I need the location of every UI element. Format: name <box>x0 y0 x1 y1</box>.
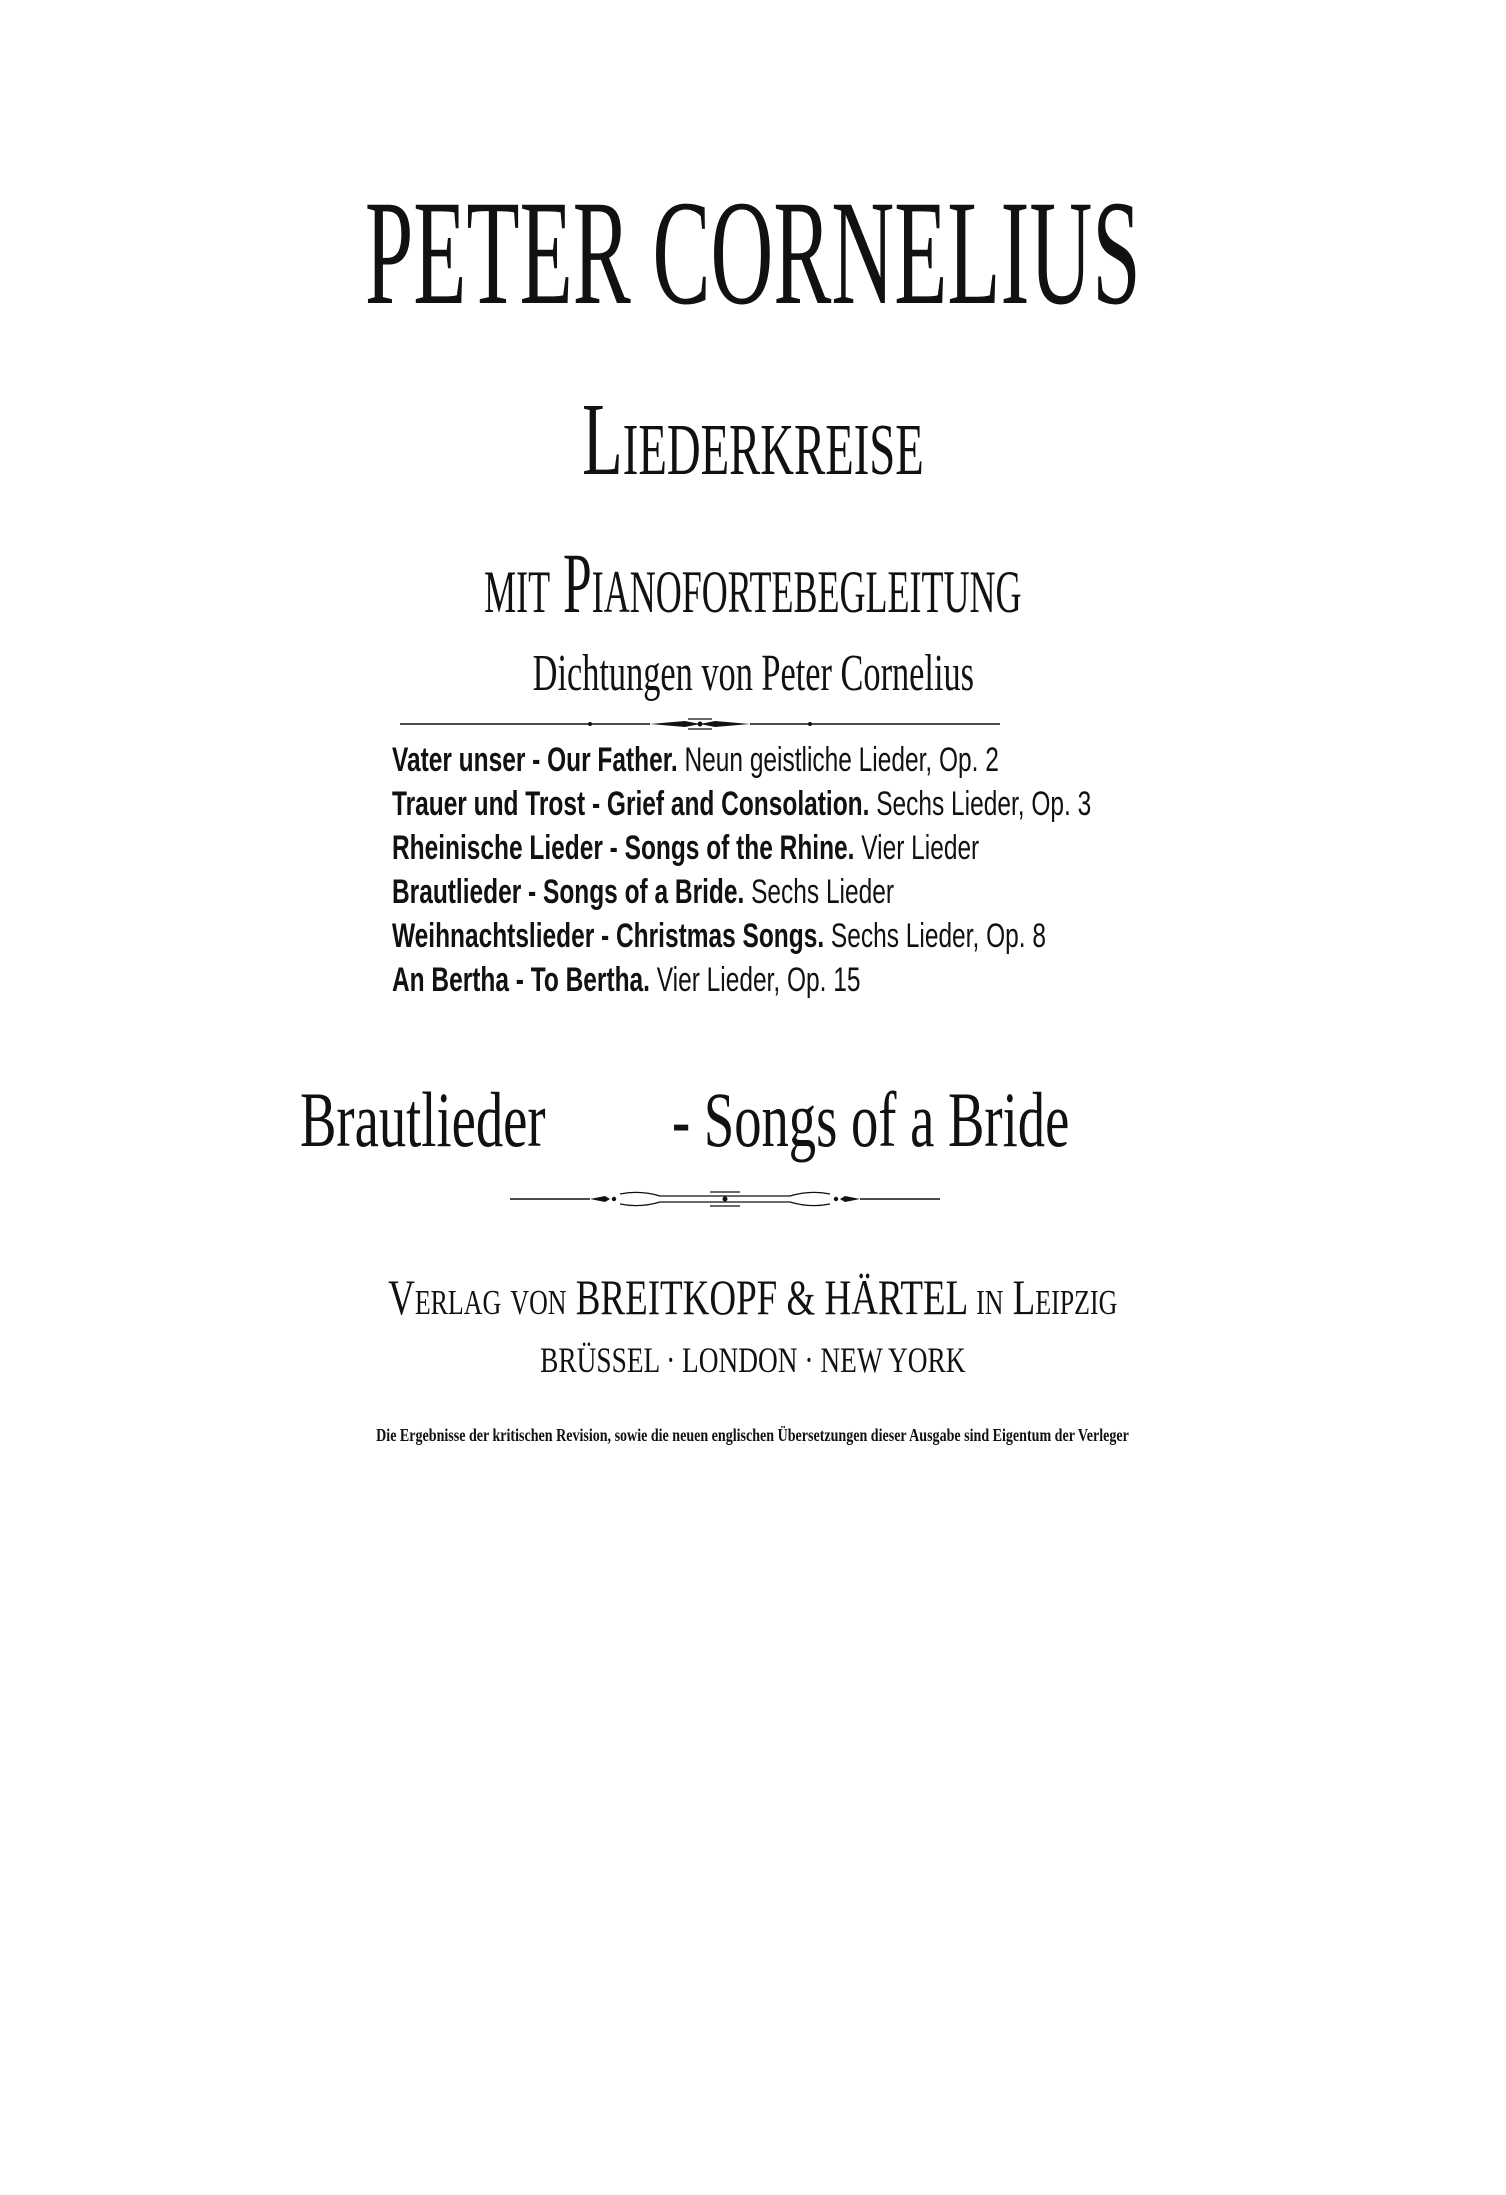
cycle-title-text: Liederkreise <box>582 382 924 497</box>
publisher-line-text: Verlag von BREITKOPF & HÄRTEL in Leipzig <box>388 1269 1118 1325</box>
featured-title-german <box>300 1075 651 1165</box>
rights-notice <box>0 1426 1506 1444</box>
contents-title: An Bertha - To Bertha. <box>392 961 650 999</box>
featured-title-german-text: Brautlieder <box>300 1076 546 1163</box>
featured-work <box>0 1075 1506 1165</box>
list-item <box>392 914 1152 958</box>
list-item <box>392 826 1152 870</box>
list-item <box>392 870 1152 914</box>
contents-note: Sechs Lieder <box>744 873 894 911</box>
contents-title: Trauer und Trost - Grief and Consolation. <box>392 785 870 823</box>
contents-title: Vater unser - Our Father. <box>392 741 678 779</box>
contents-title: Weihnachtslieder - Christmas Songs. <box>392 917 825 955</box>
contents-note: Sechs Lieder, Op. 8 <box>824 917 1046 955</box>
contents-note: Neun geistliche Lieder, Op. 2 <box>677 741 999 779</box>
contents-title: Brautlieder - Songs of a Bride. <box>392 873 745 911</box>
ornament-rule-top-icon <box>400 716 1000 732</box>
featured-title-english <box>672 1075 1240 1165</box>
featured-title-english-text: - Songs of a Bride <box>672 1076 1070 1163</box>
publisher-cities <box>0 1342 1506 1378</box>
contents-note: Vier Lieder, Op. 15 <box>649 961 861 999</box>
subtitle-text: mit Pianofortebegleitung <box>484 535 1022 631</box>
publisher-cities-text: BRÜSSEL · LONDON · NEW YORK <box>540 1340 966 1380</box>
composer-name <box>0 170 1506 336</box>
poet-line <box>0 645 1506 702</box>
composer-name-text: PETER CORNELIUS <box>365 170 1141 336</box>
contents-note: Vier Lieder <box>854 829 980 867</box>
contents-note: Sechs Lieder, Op. 3 <box>869 785 1092 823</box>
poet-line-text: Dichtungen von Peter Cornelius <box>532 645 974 702</box>
cycle-title <box>0 382 1506 497</box>
publisher-line <box>0 1269 1506 1325</box>
rights-notice-text: Die Ergebnisse der kritischen Revision, sowie die neuen englischen Übersetzungen dieser Ausgabe sind Eigentum der Verleger <box>376 1425 1130 1445</box>
list-item <box>392 738 1152 782</box>
contents-title: Rheinische Lieder - Songs of the Rhine. <box>392 829 855 867</box>
subtitle <box>0 535 1506 631</box>
list-item <box>392 958 1152 1002</box>
list-item <box>392 782 1152 826</box>
ornament-rule-bottom-icon <box>510 1186 940 1212</box>
contents-list <box>392 738 1152 1002</box>
